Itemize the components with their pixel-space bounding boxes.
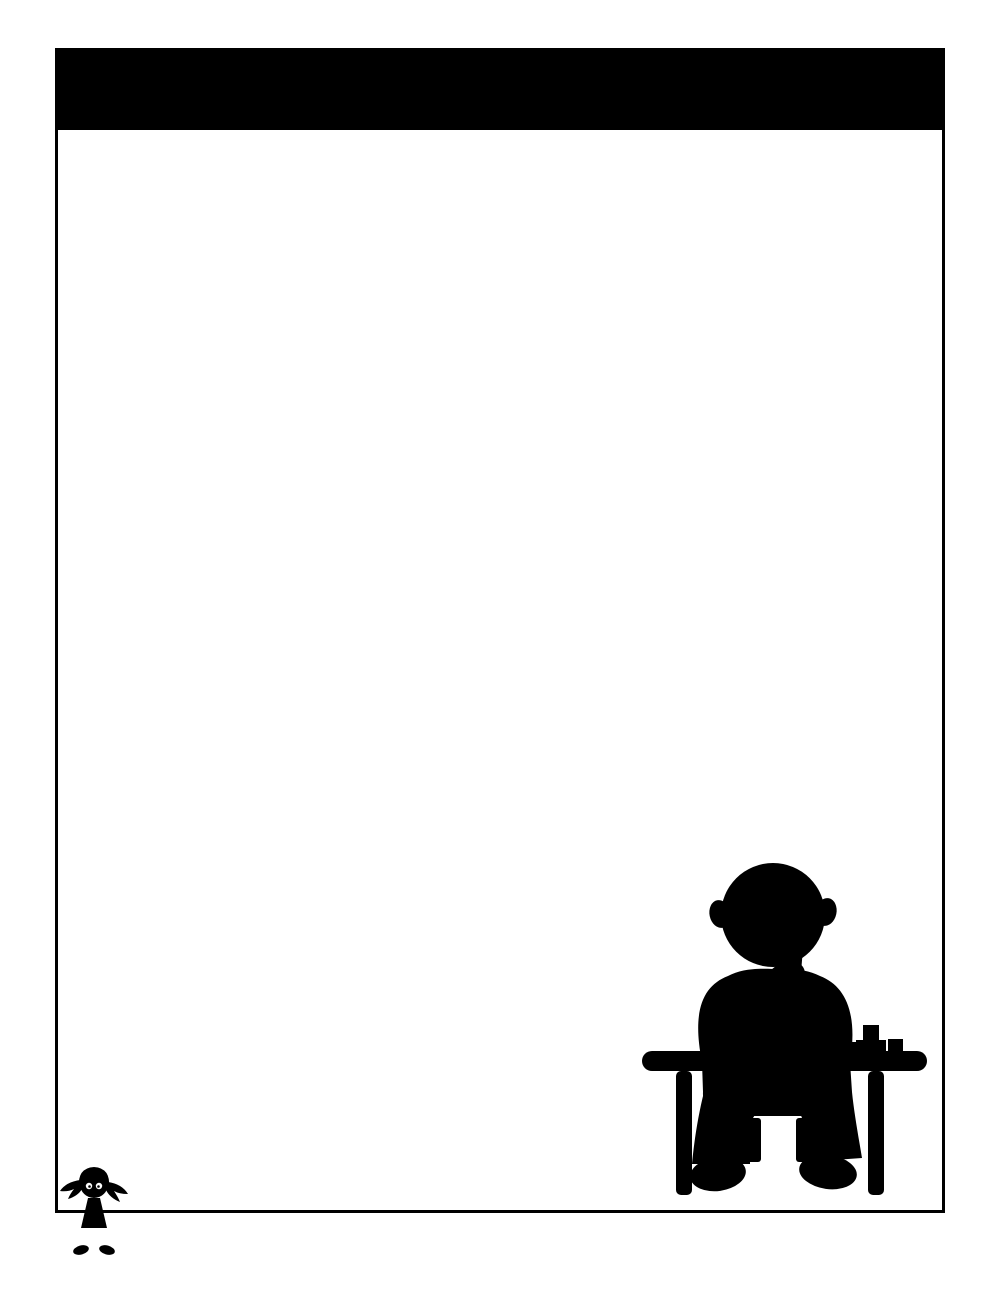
desk-leg	[868, 1071, 884, 1195]
leg	[99, 1226, 102, 1244]
head	[721, 863, 825, 967]
arm-outline	[101, 1200, 119, 1205]
title-bar	[55, 48, 945, 130]
dress	[81, 1198, 107, 1228]
blue-block	[888, 1039, 903, 1054]
eye	[746, 894, 755, 903]
pigtail	[60, 1180, 82, 1199]
intro-paragraph	[83, 153, 107, 443]
pigtail	[106, 1182, 128, 1202]
leg-outline	[86, 1226, 89, 1244]
desk-edge	[650, 1062, 920, 1068]
red-block	[856, 1040, 871, 1056]
blue-block	[844, 1042, 858, 1057]
arm	[101, 1200, 119, 1205]
jeans-left-leg	[692, 1092, 753, 1164]
leg	[86, 1226, 89, 1244]
red-block	[871, 1040, 886, 1056]
mascot-pupil	[97, 1185, 100, 1188]
mascot-pupil	[88, 1185, 91, 1188]
desk-leg	[676, 1071, 692, 1195]
leg-outline	[99, 1226, 102, 1244]
foot	[98, 1244, 116, 1257]
thinking-boy-illustration	[600, 830, 950, 1200]
jeans-right-leg	[803, 1092, 862, 1162]
foot	[72, 1244, 90, 1257]
red-block	[863, 1025, 879, 1041]
woojr-girl-mascot-icon	[56, 1158, 134, 1264]
eye	[786, 892, 795, 901]
